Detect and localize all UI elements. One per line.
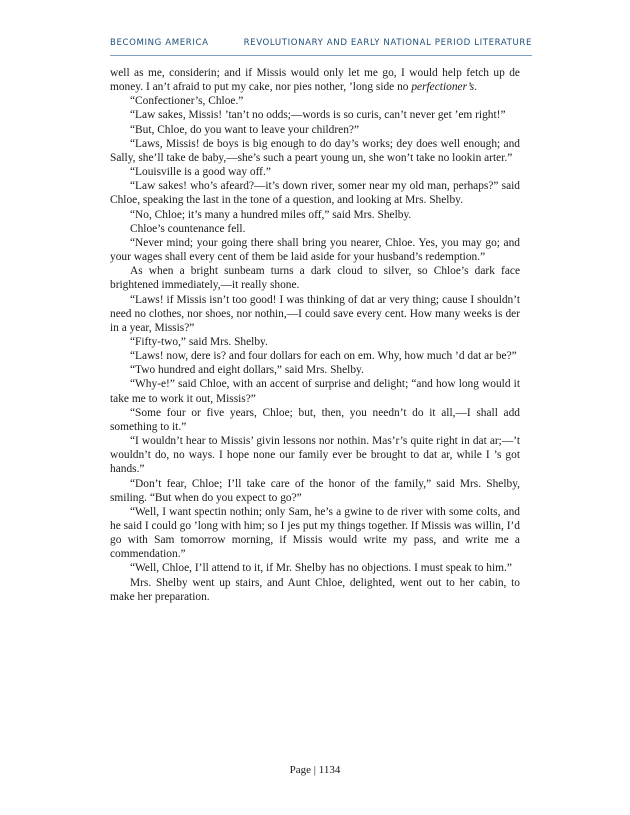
running-header: [110, 38, 532, 48]
emphasis: perfectioner’s: [411, 81, 475, 94]
paragraph: “Law sakes, Missis! ’tan’t no odds;—words is so curis, can’t never get ’em right!”: [130, 109, 506, 122]
paragraph: “Laws, Missis! de boys is big enough to do day’s works; dey does well enough; and Sally, she’ll take de baby,—she’s such a peart young un, she won’t take no lookin arter.”: [110, 137, 520, 164]
paragraph: “Well, Chloe, I’ll attend to it, if Mr. Shelby has no objections. I must speak to him.”: [130, 562, 512, 575]
paragraph: “Well, I want spectin nothin; only Sam, he’s a gwine to de river with some colts, and he said I could go ’long with him; so I jes put my things together. If Missis was willin, I’d go with Sam tomorrow morning, if Missis would write my pass, and write me a commendation.”: [110, 505, 520, 561]
paragraph: Mrs. Shelby went up stairs, and Aunt Chloe, delighted, went out to her cabin, to make her preparation.: [110, 576, 520, 603]
paragraph: well as me, considerin; and if Missis would only let me go, I would help fetch up de money. I an’t afraid to put my cake, nor pies nother, ’long side no perfectioner’s.: [110, 67, 520, 94]
paragraph: “Why-e!” said Chloe, with an accent of surprise and delight; “and how long would it take me to work it out, Missis?”: [110, 378, 520, 405]
header-book-title: BECOMING AMERICA: [110, 38, 209, 48]
paragraph: As when a bright sunbeam turns a dark cloud to silver, so Chloe’s dark face brightened immediately,—it really shone.: [110, 265, 520, 292]
paragraph: “Law sakes! who’s afeard?—it’s down river, somer near my old man, perhaps?” said Chloe, speaking the last in the tone of a question, and looking at Mrs. Shelby.: [110, 180, 520, 207]
paragraph: “I wouldn’t hear to Missis’ givin lessons nor nothin. Mas’r’s quite right in dat ar;—’t wouldn’t do, no ways. I hope none our family ever be brought to dat ar, while I ’s got hands.”: [110, 435, 520, 476]
paragraph: “Louisville is a good way off.”: [130, 166, 271, 179]
paragraph: “Fifty-two,” said Mrs. Shelby.: [130, 335, 268, 348]
paragraph: Chloe’s countenance fell.: [130, 222, 246, 235]
paragraph: “Never mind; your going there shall bring you nearer, Chloe. Yes, you may go; and your wages shall every cent of them be laid aside for your husband’s redemption.”: [110, 236, 520, 264]
paragraph: “Confectioner’s, Chloe.”: [130, 95, 244, 108]
paragraph: “Laws! now, dere is? and four dollars for each on em. Why, how much ’d dat ar be?”: [130, 350, 517, 363]
paragraph: “No, Chloe; it’s many a hundred miles off,” said Mrs. Shelby.: [130, 208, 412, 221]
header-section-title: REVOLUTIONARY AND EARLY NATIONAL PERIOD LITERATURE: [243, 38, 532, 48]
header-rule: [110, 55, 532, 56]
page-number: Page | 1134: [289, 764, 341, 776]
paragraph: “Two hundred and eight dollars,” said Mrs. Shelby.: [130, 364, 364, 377]
body-text: [110, 66, 520, 604]
paragraph: “Laws! if Missis isn’t too good! I was thinking of dat ar very thing; cause I shouldn’t need no clothes, nor shoes, nor nothin,—I could save every cent. How many weeks is der in a year, Missis?”: [110, 293, 520, 334]
paragraph: “But, Chloe, do you want to leave your children?”: [130, 123, 360, 136]
paragraph: “Don’t fear, Chloe; I’ll take care of the honor of the family,” said Mrs. Shelby, smiling. “But when do you expect to go?”: [110, 477, 520, 504]
paragraph: “Some four or five years, Chloe; but, then, you needn’t do it all,—I shall add something to it.”: [110, 406, 520, 433]
